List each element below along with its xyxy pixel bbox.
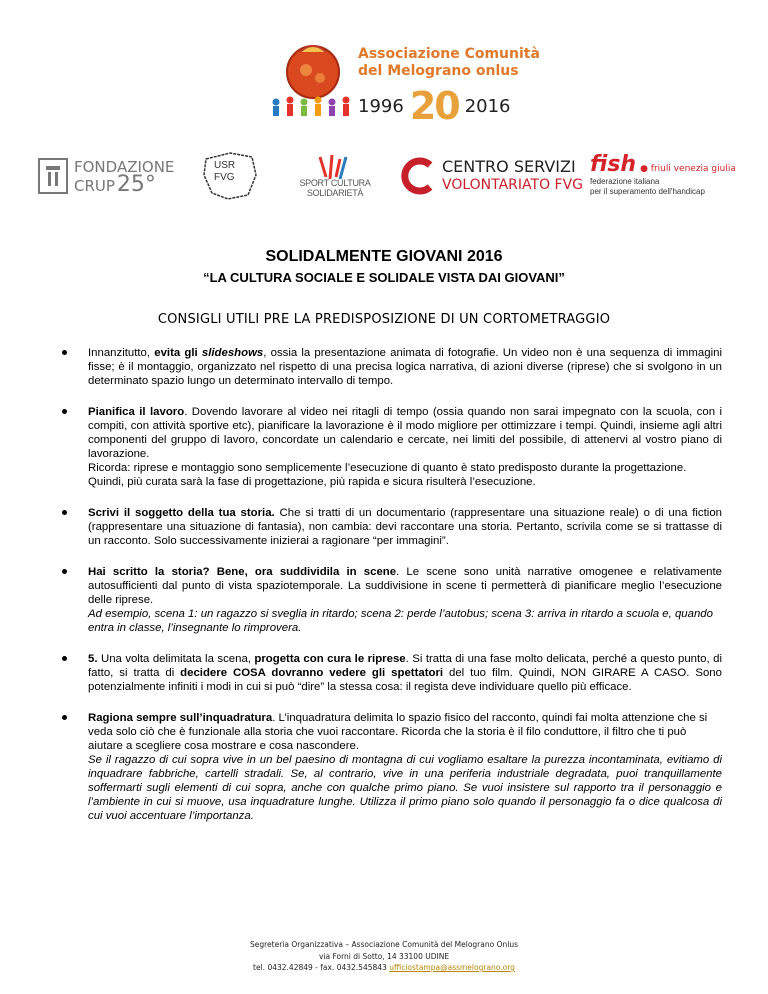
usr-fvg-logo xyxy=(200,148,260,204)
fish-logo xyxy=(590,148,736,208)
list-item-example: Se il ragazzo di cui sopra vive in un bel paesino di montagna di cui vogliamo esaltare la purezza incontaminata, evitiamo di inquadrare fabbriche, cartelli stradali. Se, al contrario, vive in una periferia industriale degradata, puoi tranquillamente soffermarti sugli elementi di cui sopra, anche con qualche primo piano. Se vuoi insistere sul rapporto tra il personaggio e l’ambiente in cui si muove, usa inquadrature lunghe. Utilizza il primo piano solo quando il personaggio fa o dice qualcosa di cui vuoi accentuare l’importanza. xyxy=(88,754,722,822)
list-item: Scrivi il soggetto della tua storia. Che si tratti di un documentario (rappresentare una situazione reale) o di una fiction (rappresentare una situazione di fantasia), non cambia: devi raccontare una storia. Pertanto, scrivila come se si trattasse di un racconto. Solo successivamente inizierai a ragionare “per immagini”. xyxy=(62,506,722,548)
sponsor-logos xyxy=(30,148,750,204)
children-figures-icon xyxy=(273,97,350,117)
list-item-note: Ricorda: riprese e montaggio sono semplicemente l’esecuzione di quanto è stato predisposto durante la progettazione. Quindi, più curata sarà la fase di progettazione, più rapida e sicura risulterà l’esecuzione. xyxy=(88,462,687,488)
footer-line2: via Forni di Sotto, 14 33100 UDINE xyxy=(318,951,450,961)
page-title: SOLIDALMENTE GIOVANI 2016 xyxy=(265,248,503,265)
list-item: Ragiona sempre sull’inquadratura. L’inquadratura delimita lo spazio fisico del racconto, quindi fai molta attenzione che si veda solo ciò che è funzionale alla storia che vuoi raccontare. Ricorda che la storia è il filo conduttore, il filtro che ti può aiutare a scegliere cosa mostrare e cosa nascondere. Se il ragazzo di cui sopra vive in un bel paesino di montagna di cui vogliamo esaltare la purezza incontaminata, evitiamo di inquadrare fabbriche, cartelli stradali. Se, al contrario, vive in una periferia industriale degradata, puoi tranquillamente soffermarti sugli elementi di cui sopra, anche con qualche primo piano. Se vuoi insistere sul rapporto tra il personaggio e l’ambiente in cui si muove, usa inquadrature lunghe. Utilizza il primo piano solo quando il personaggio fa o dice qualcosa di cui vuoi accentuare l’importanza. xyxy=(62,711,722,823)
fondazione-emblem-icon xyxy=(38,158,68,194)
year-twenty: 20 xyxy=(409,84,459,128)
bullet-icon xyxy=(62,510,67,515)
fish-desc2: per il superamento dell'handicap xyxy=(590,187,705,196)
sport-cultura-logo xyxy=(280,148,390,204)
bullet-icon xyxy=(62,656,67,661)
footer xyxy=(0,939,768,974)
usr-line2: FVG xyxy=(214,172,235,183)
footer-line3: tel. 0432.42849 - fax. 0432.545843 xyxy=(253,963,390,972)
fondazione-crup-logo xyxy=(38,148,174,204)
association-logo xyxy=(268,40,358,125)
fish-region: ● friuli venezia giulia xyxy=(640,164,736,174)
fish-name: fish xyxy=(590,152,637,177)
list-item: Innanzitutto, evita gli slideshows, ossia la presentazione animata di fotografie. Un video non è una sequenza di immagini fisse; è il montaggio, organizzato nel rispetto di una precisa logica narrativa, di azioni diverse (riprese) che si svolgono in un determinato spazio lungo un determinato intervallo di tempo. xyxy=(62,346,722,388)
fish-desc1: federazione italiana xyxy=(590,177,660,186)
list-item: Pianifica il lavoro. Dovendo lavorare al video nei ritagli di tempo (ossia quando non sarai impegnato con la scuola, con i compiti, con attività sportive etc), pianificare la lavorazione è il modo migliore per ottimizzare i tempi. Quindi, insieme agli altri componenti del gruppo di lavoro, concordate un calendario e cercate, nei limiti del possibile, di attenervi al vostro piano di lavorazione. Ricorda: riprese e montaggio sono semplicemente l’esecuzione di quanto è stato predisposto durante la progettazione. Quindi, più curata sarà la fase di progettazione, più rapida e sicura risulterà l’esecuzione. xyxy=(62,405,722,489)
footer-email-link[interactable]: ufficiostampa@assmelograno.org xyxy=(389,963,515,972)
bullet-icon xyxy=(62,409,67,414)
csv-c-icon xyxy=(400,157,438,195)
usr-line1: USR xyxy=(214,160,236,171)
association-name-line2: del Melograno onlus xyxy=(358,63,519,79)
pomegranate-icon xyxy=(268,40,358,125)
anniversary-years xyxy=(358,86,511,126)
page-title-secondary: “LA CULTURA SOCIALE E SOLIDALE VISTA DAI GIOVANI” xyxy=(203,270,565,285)
association-name-line1: Associazione Comunità xyxy=(358,46,540,62)
year-end: 2016 xyxy=(464,95,511,117)
footer-line1: Segreteria Organizzativa – Associazione Comunità del Melograno Onlus xyxy=(250,940,518,949)
bullet-icon xyxy=(62,350,67,355)
bullet-icon xyxy=(62,715,67,720)
bullet-icon xyxy=(62,569,67,574)
advice-list xyxy=(62,346,722,840)
fondazione-line1: FONDAZIONE xyxy=(74,157,175,176)
section-subtitle: CONSIGLI UTILI PRE LA PREDISPOSIZIONE DI UN CORTOMETRAGGIO xyxy=(157,312,611,327)
association-name xyxy=(358,46,540,80)
csv-fvg-logo xyxy=(400,148,583,204)
csv-line2: VOLONTARIATO FVG xyxy=(442,177,584,193)
fondazione-number: 25° xyxy=(116,171,156,197)
list-item-example: Ad esempio, scena 1: un ragazzo si sveglia in ritardo; scena 2: perde l’autobus; scena 3: arriva in ritardo a scuola e, quando entra in classe, l’insegnante lo rimprovera. xyxy=(88,608,713,634)
list-item: 5. Una volta delimitata la scena, progetta con cura le riprese. Si tratta di una fase molto delicata, perché a questo punto, di fatto, si tratta di decidere COSA dovranno vedere gli spettatori del tuo film. Quindi, NON GIRARE A CASO. Sono potenzialmente infiniti i modi in cui si può “dire” la stessa cosa: il regista deve individuare quello più efficace. xyxy=(62,652,722,694)
year-start: 1996 xyxy=(358,95,404,117)
csv-line1: CENTRO SERVIZI xyxy=(442,157,576,176)
list-item: Hai scritto la storia? Bene, ora suddividila in scene. Le scene sono unità narrative omogenee e relativamente autosufficienti dal punto di vista spaziotemporale. La suddivisione in scene ti permetterà di pianificare meglio l’esecuzione delle riprese. Ad esempio, scena 1: un ragazzo si sveglia in ritardo; scena 2: perde l’autobus; scena 3: arriva in ritardo a scuola e, quando entra in classe, l’insegnante lo rimprovera. xyxy=(62,565,722,635)
sport-text: SPORT CULTURA SOLIDARIETÀ xyxy=(299,178,371,198)
fondazione-line2: CRUP xyxy=(74,176,115,195)
